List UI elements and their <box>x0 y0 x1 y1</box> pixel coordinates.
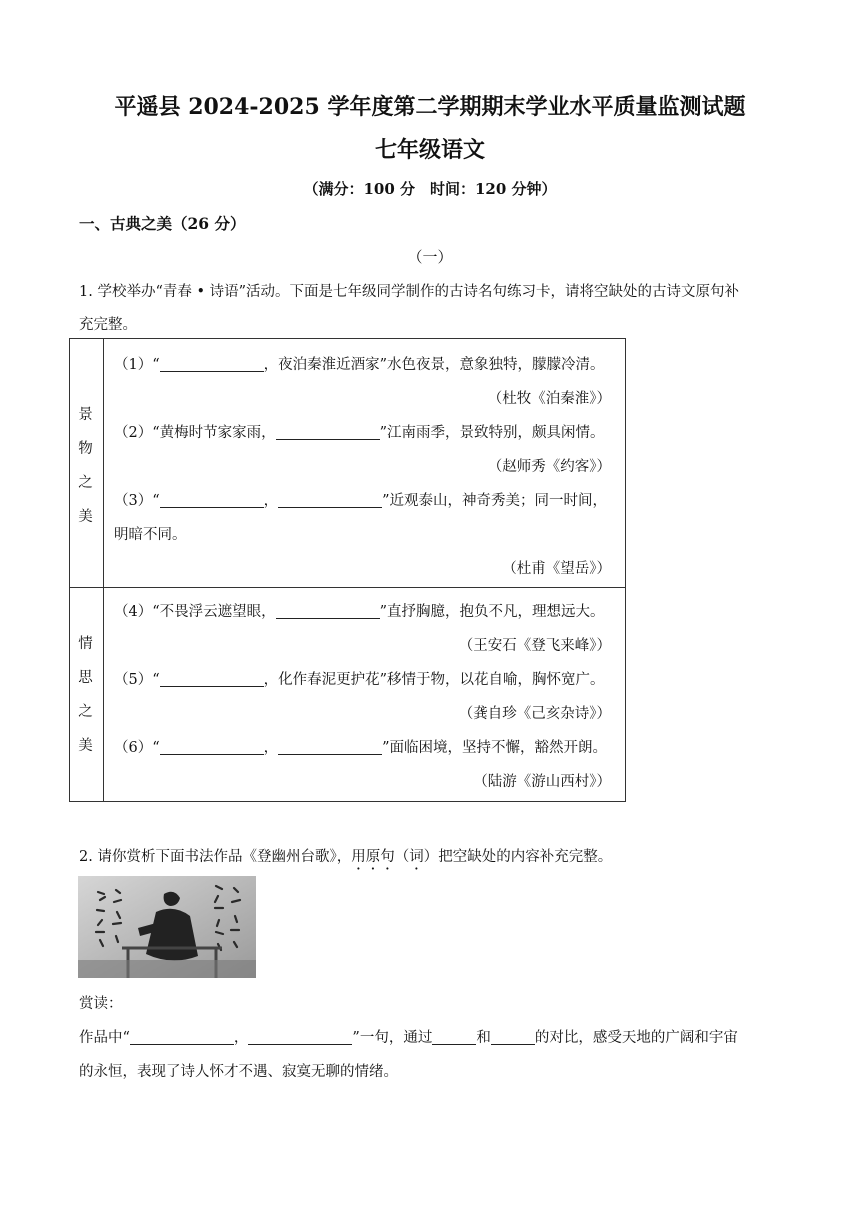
emotion-items <box>104 588 626 802</box>
answer-text: 和 <box>476 1030 491 1046</box>
answer-text: 作品中“ <box>79 1030 130 1046</box>
exam-title: 平遥县 2024-2025 学年度第二学期期末学业水平质量监测试题 <box>114 94 746 120</box>
item-text: ”面临困境，坚持不懈，豁然开朗。 <box>382 740 608 756</box>
category-char: 美 <box>78 509 93 525</box>
answer-blank[interactable] <box>130 1028 234 1045</box>
item-text: ”近观泰山，神奇秀美；同一时间， <box>382 493 608 509</box>
q2-answer-line2: 的永恒，表现了诗人怀才不遇、寂寞无聊的情绪。 <box>79 1064 398 1080</box>
q2-prompt-text: 2. 请你赏析下面书法作品《登幽州台歌》， <box>79 849 352 865</box>
answer-blank[interactable] <box>160 738 264 755</box>
category-char: 景 <box>78 407 93 423</box>
section-heading: 一、古典之美（26 分） <box>79 214 246 233</box>
category-char: 美 <box>78 738 93 754</box>
category-char: 物 <box>78 441 93 457</box>
item-text: （4）“不畏浮云遮望眼， <box>114 604 276 620</box>
emphasis-char: （ <box>394 849 410 865</box>
item-3 <box>114 489 607 510</box>
answer-blank[interactable] <box>160 355 264 372</box>
item-2-source: （赵师秀《约客》） <box>487 459 611 475</box>
answer-blank[interactable] <box>160 491 264 508</box>
q1-prompt-line1: 1. 学校举办“青春 • 诗语”活动。下面是七年级同学制作的古诗名句练习卡，请将空缺处的古诗文原句补 <box>79 284 740 300</box>
item-6-source: （陆游《游山西村》） <box>473 774 611 790</box>
answer-blank[interactable] <box>248 1028 352 1045</box>
item-6 <box>114 736 607 757</box>
scenery-items <box>104 339 626 588</box>
answer-blank[interactable] <box>160 670 264 687</box>
item-4 <box>114 600 605 621</box>
answer-blank[interactable] <box>278 738 382 755</box>
item-4-source: （王安石《登飞来峰》） <box>458 638 611 654</box>
emphasis-char: 词 <box>409 849 424 865</box>
item-text: （3）“ <box>114 493 160 509</box>
answer-blank[interactable] <box>278 491 382 508</box>
calligraphy-painting-image <box>78 876 256 978</box>
answer-blank[interactable] <box>276 423 380 440</box>
category-char: 情 <box>78 636 93 652</box>
item-5 <box>114 668 605 689</box>
item-1-source: （杜牧《泊秦淮》） <box>487 391 611 407</box>
part-heading: （一） <box>407 248 453 266</box>
poem-practice-card-table <box>69 338 626 802</box>
answer-blank[interactable] <box>491 1028 535 1045</box>
category-char: 之 <box>78 704 93 720</box>
item-text: （6）“ <box>114 740 160 756</box>
emphasis-char: ） <box>423 849 439 865</box>
item-text: ”直抒胸臆，抱负不凡，理想远大。 <box>379 604 605 620</box>
emphasis-char: 原 <box>365 849 381 865</box>
answer-text: ”一句，通过 <box>352 1030 433 1046</box>
exam-meta: （满分：100 分 时间：120 分钟） <box>303 180 557 198</box>
answer-blank[interactable] <box>276 602 380 619</box>
item-5-source: （龚自珍《己亥杂诗》） <box>458 706 611 722</box>
item-text: （2）“黄梅时节家家雨， <box>114 425 276 441</box>
category-emotion <box>70 588 104 802</box>
emphasis-char: 句 <box>380 849 395 865</box>
item-1 <box>114 353 605 374</box>
item-text: ， <box>263 740 279 756</box>
q2-prompt-text: 把空缺处的内容补充完整。 <box>438 849 613 865</box>
category-char: 之 <box>78 475 93 491</box>
item-text: （5）“ <box>114 672 160 688</box>
emphasis-char: 用 <box>351 849 366 865</box>
q2-answer-line1 <box>79 1026 738 1047</box>
q2-prompt <box>79 845 612 866</box>
q1-prompt-line2: 充完整。 <box>79 317 137 333</box>
item-2 <box>114 421 605 442</box>
item-text: ，化作春泥更护花”移情于物，以花自喻，胸怀宽广。 <box>263 672 605 688</box>
appreciation-label: 赏读： <box>79 996 123 1012</box>
item-text: ，夜泊秦淮近酒家”水色夜景，意象独特，朦朦冷清。 <box>263 357 605 373</box>
answer-text: 的对比，感受天地的广阔和宇宙 <box>534 1030 738 1046</box>
category-char: 思 <box>78 670 93 686</box>
category-scenery <box>70 339 104 588</box>
answer-blank[interactable] <box>432 1028 476 1045</box>
item-text: ”江南雨季，景致特别，颇具闲情。 <box>379 425 605 441</box>
item-3-continuation: 明暗不同。 <box>114 527 187 543</box>
item-3-source: （杜甫《望岳》） <box>502 561 611 577</box>
answer-text: ， <box>233 1030 249 1046</box>
exam-subtitle: 七年级语文 <box>374 137 485 163</box>
item-text: ， <box>263 493 279 509</box>
item-text: （1）“ <box>114 357 160 373</box>
